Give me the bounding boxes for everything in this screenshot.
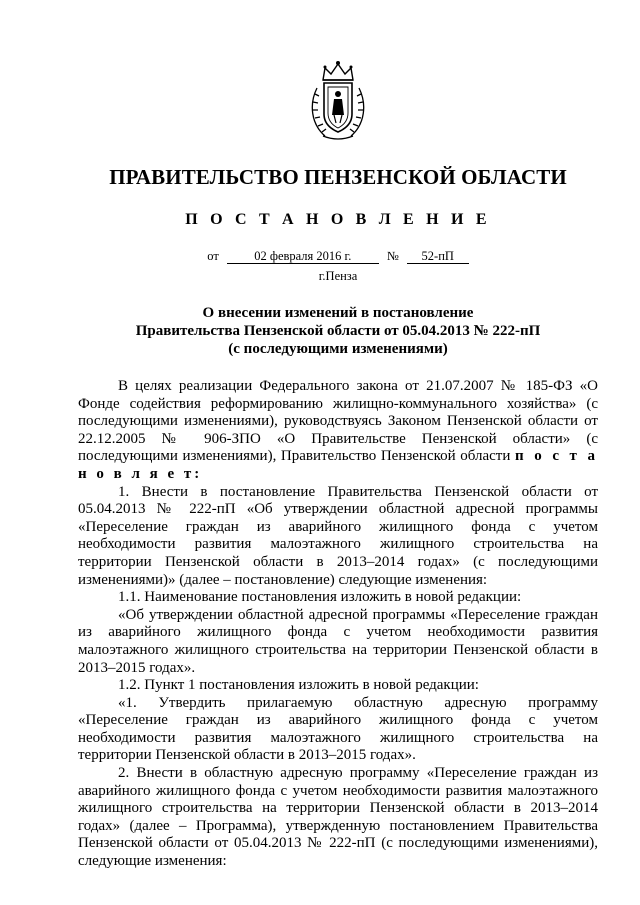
- paragraph-2: 2. Внести в областную адресную программу «Переселение граждан из аварийного жилищного фонда с учетом необходимости развития малоэтажного жилищного строительства на территории Пензенской области в 2013–2014 годах» (далее – Программа), утвержденную постановлением Правительства Пензенской области от 05.04.2013 № 222-пП (с последующими изменениями), следующие изменения:: [78, 765, 598, 870]
- coat-of-arms-emblem: [303, 58, 373, 142]
- document-date: 02 февраля 2016 г.: [227, 249, 379, 264]
- resolve-word: п о с т а н о в л я е т:: [78, 448, 599, 482]
- preamble-text: В целях реализации Федерального закона от 21.07.2007 № 185-ФЗ «О Фонде содействия реформированию жилищно-коммунального хозяйства» (с последующими изменениями), руководствуясь Законом Пензенской области от 22.12.2005 № 906-ЗПО «О Правительстве Пензенской области» (с последующими изменениями), Правительство Пензенской области: [78, 378, 598, 465]
- paragraph-1-2-text: «1. Утвердить прилагаемую областную адресную программу «Переселение граждан из аварийного жилищного фонда с учетом необходимости развития малоэтажного жилищного строительства на территории Пензенской области в 2013–2015 годах».: [78, 694, 598, 764]
- paragraph-preamble: [78, 378, 598, 484]
- document-body: [78, 378, 598, 871]
- paragraph-1-2: 1.2. Пункт 1 постановления изложить в новой редакции:: [118, 677, 479, 694]
- city: г.Пенза: [318, 269, 358, 283]
- subject-line-3: (с последующими изменениями): [228, 341, 448, 357]
- paragraph-1-1-text: «Об утверждении областной адресной программы «Переселение граждан из аварийного жилищного фонда с учетом необходимости развития малоэтажного жилищного строительства на территории Пензенской области в 2013–2015 годах».: [78, 606, 598, 676]
- document-subject: [78, 304, 598, 358]
- paragraph-1-1: 1.1. Наименование постановления изложить в новой редакции:: [118, 589, 522, 606]
- document-type: П О С Т А Н О В Л Е Н И Е: [185, 211, 491, 228]
- subject-line-2: Правительства Пензенской области от 05.04.2013 № 222-пП: [135, 323, 541, 339]
- date-number-line: [78, 249, 598, 264]
- number-prefix: №: [386, 249, 399, 263]
- document-number: 52-пП: [407, 249, 469, 264]
- date-prefix: от: [207, 249, 219, 263]
- subject-line-1: О внесении изменений в постановление: [202, 305, 474, 321]
- paragraph-1: 1. Внести в постановление Правительства Пензенской области от 05.04.2013 № 222-пП «Об утверждении областной адресной программы «Переселение граждан из аварийного жилищного фонда с учетом необходимости развития малоэтажного жилищного строительства на территории Пензенской области в 2013–2014 годах» (с последующими изменениями)» (далее – постановление) следующие изменения:: [78, 483, 598, 588]
- government-title: ПРАВИТЕЛЬСТВО ПЕНЗЕНСКОЙ ОБЛАСТИ: [109, 165, 567, 189]
